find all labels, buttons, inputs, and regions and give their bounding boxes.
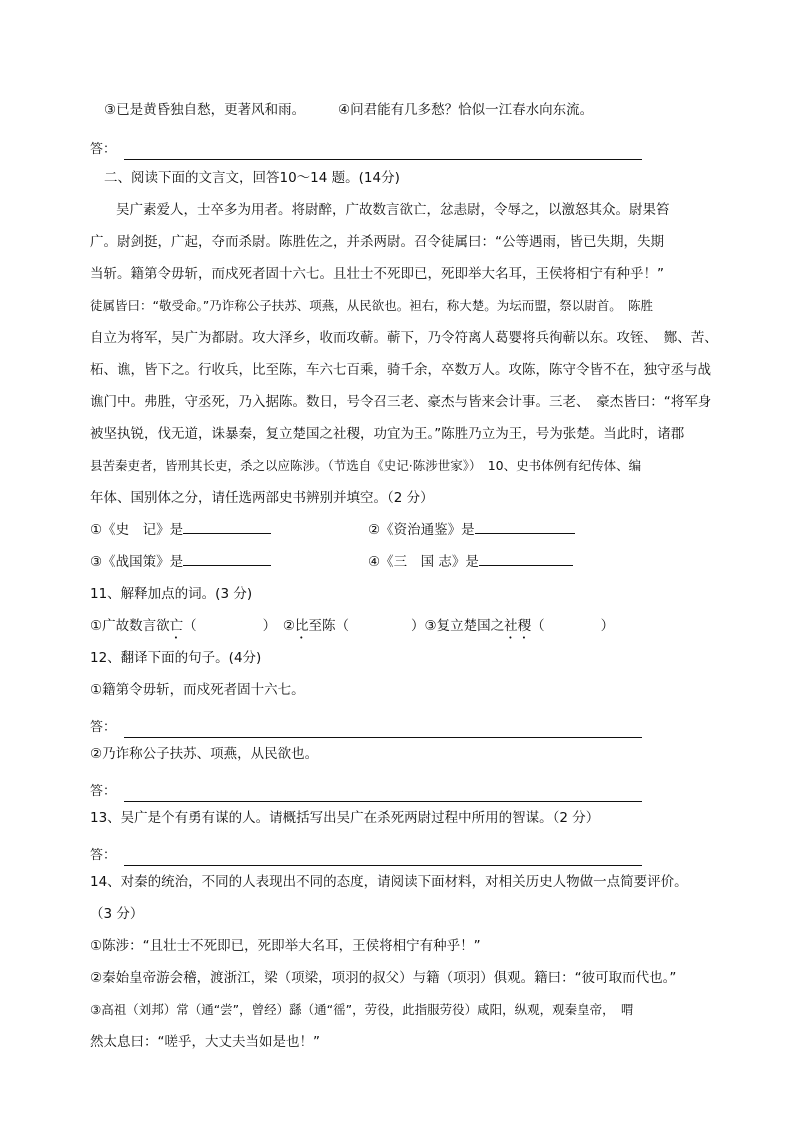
q11-a-dotted-word: 亡 [169, 618, 184, 634]
q14-material-3: ③高祖（刘邦）常（通“尝”，曾经）繇（通“徭”，劳役，此指服劳役）咸阳，纵观，观秦皇帝， 喟 [90, 1002, 634, 1017]
q11-stem: 11、解释加点的词。(3 分) [90, 586, 253, 602]
passage-line: 徒属皆曰：“敬受命。”乃诈称公子扶苏、项燕，从民欲也。袒右，称大楚。为坛而盟，祭以尉首。 陈胜 [90, 298, 653, 313]
q14-material-1: ①陈涉：“且壮士不死即已，死即举大名耳，王侯将相宁有种乎！” [90, 938, 481, 954]
answer-row-q13 [90, 834, 710, 866]
q11-b-dotted-word: 比 [294, 618, 309, 634]
q12-sentence-2: ②乃诈称公子扶苏、项燕，从民欲也。 [90, 746, 319, 762]
q13-stem: 13、吴广是个有勇有谋的人。请概括写出吴广在杀死两尉过程中所用的智谋。（2 分） [90, 810, 600, 826]
poem-options-row [90, 94, 710, 126]
q11-items [90, 610, 710, 642]
passage-line: 年体、国别体之分，请任选两部史书辨别并填空。（2 分） [90, 490, 434, 506]
q11-b-open: 至陈（ [308, 618, 349, 634]
q10-blank-2[interactable] [475, 519, 575, 534]
poem-option-4: ④问君能有几多愁？恰似一江春水向东流。 [338, 102, 594, 118]
q14-points: （3 分） [90, 906, 144, 922]
q11-c-text: ）③复立楚国之 [410, 618, 505, 634]
answer-row-q12-2 [90, 770, 710, 802]
passage-line: 自立为将军，吴广为都尉。攻大泽乡，收而攻蕲。蕲下，乃令符离人葛婴将兵徇蕲以东。攻铚、 酂、苦、 [90, 330, 718, 346]
q14-material-2: ②秦始皇帝游会稽，渡浙江，梁（项梁，项羽的叔父）与籍（项羽）俱观。籍曰：“彼可取而代也。” [90, 970, 677, 986]
q10-row-2 [90, 546, 710, 578]
q14-stem: 14、对秦的统治，不同的人表现出不同的态度，请阅读下面材料，对相关历史人物做一点简要评价。 [90, 874, 688, 890]
q12-sentence-1: ①籍第令毋斩，而戍死者固十六七。 [90, 682, 305, 698]
answer-line[interactable] [124, 719, 642, 738]
q11-a-open: （ [183, 618, 197, 634]
q11-c-open: （ [531, 618, 545, 634]
exam-page [90, 90, 718, 1058]
answer-label: 答： [90, 720, 117, 735]
answer-line[interactable] [124, 783, 642, 802]
passage-line: 县苦秦吏者，皆刑其长吏，杀之以应陈涉。（节选自《史记·陈涉世家》） 10、史书体例有纪传体、编 [90, 458, 642, 473]
q10-item-4: ④《三 国 志》是 [368, 554, 479, 570]
passage-line: 当斩。籍第令毋斩，而戍死者固十六七。且壮士不死即已，死即举大名耳，王侯将相宁有种乎！” [90, 266, 664, 282]
answer-label: 答： [90, 848, 117, 863]
answer-label: 答： [90, 784, 117, 799]
q12-stem: 12、翻译下面的句子。(4分) [90, 650, 262, 666]
q14-material-3-cont: 然太息曰：“嗟乎，大丈夫当如是也！” [90, 1034, 320, 1050]
q10-item-3: ③《战国策》是 [90, 554, 184, 570]
q10-blank-4[interactable] [479, 551, 573, 566]
q10-row-1 [90, 514, 710, 546]
passage-line: 谯门中。弗胜，守丞死，乃入据陈。数日，号令召三老、豪杰与皆来会计事。三老、 豪杰皆曰：“将军身 [90, 394, 712, 410]
poem-option-3: ③已是黄昏独自愁，更著风和雨。 [104, 102, 306, 118]
q11-c-dotted-word: 社稷 [504, 618, 532, 634]
q11-b-text: ） ② [262, 618, 295, 634]
answer-line[interactable] [124, 141, 642, 160]
passage-line: 广。尉剑挺，广起，夺而杀尉。陈胜佐之，并杀两尉。召令徒属曰：“公等遇雨，皆已失期，失期 [90, 234, 664, 250]
q11-c-close: ） [600, 618, 615, 634]
q10-item-2: ②《资治通鉴》是 [368, 522, 475, 538]
q10-item-1: ①《史 记》是 [90, 522, 184, 538]
q10-blank-1[interactable] [183, 519, 271, 534]
passage-line: 吴广素爱人，士卒多为用者。将尉醉，广故数言欲亡，忿恚尉，令辱之，以激怒其众。尉果笞 [116, 202, 670, 218]
q11-a-text: ①广故数言欲 [90, 618, 170, 634]
q10-blank-3[interactable] [183, 551, 271, 566]
passage-line: 柘、谯，皆下之。行收兵，比至陈，车六七百乘，骑千余，卒数万人。攻陈，陈守令皆不在，独守丞与战 [90, 362, 711, 378]
passage-line: 被坚执锐，伐无道，诛暴秦，复立楚国之社稷，功宜为王。”陈胜乃立为王，号为张楚。当此时，诸郡 [90, 426, 685, 442]
answer-line[interactable] [124, 847, 642, 866]
answer-row-poem [90, 128, 710, 160]
section2-heading: 二、阅读下面的文言文，回答10～14 题。(14分) [104, 170, 400, 186]
answer-label: 答： [90, 142, 117, 157]
answer-row-q12-1 [90, 706, 710, 738]
